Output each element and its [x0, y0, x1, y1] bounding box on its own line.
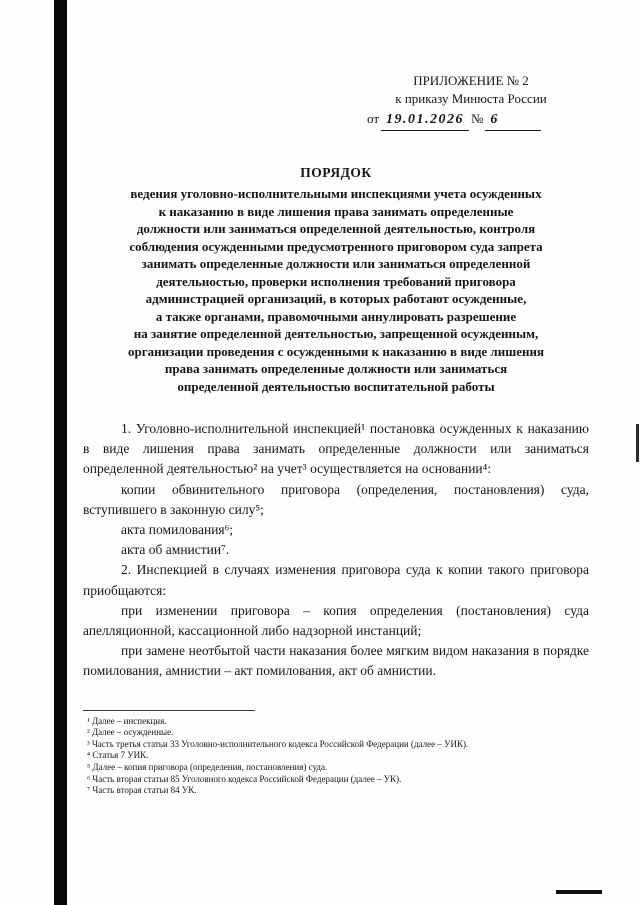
subtitle-line: администрацией организаций, в которых работают осужденные, — [145, 291, 527, 306]
scan-artifact-right-tick — [636, 424, 639, 462]
subtitle-line: занимать определенные должности или заниматься определенной — [141, 256, 531, 271]
subtitle-line: соблюдения осужденными предусмотренного приговором суда запрета — [129, 238, 543, 254]
body-paragraph: копии обвинительного приговора (определения, постановления) суда, вступившего в законную силу⁵; — [83, 481, 589, 517]
subtitle-line: права занимать определенные должности или заниматься — [164, 361, 508, 376]
number-label: № — [471, 111, 484, 126]
document-title: ПОРЯДОК — [300, 165, 372, 180]
footnote-line: ⁴ Статья 7 УИК. — [87, 750, 149, 761]
subtitle-line: ведения уголовно-исполнительными инспекциями учета осужденных — [130, 186, 542, 201]
subtitle-line: определенной деятельностью воспитательной работы — [177, 378, 495, 394]
footnote-separator — [83, 710, 255, 711]
subtitle-line: к наказанию в виде лишения права занимать определенные — [158, 203, 514, 219]
body-paragraph: 2. Инспекцией в случаях изменения приговора суда к копии такого приговора приобщаются: — [83, 562, 589, 598]
footnote-line: ⁶ Часть вторая статьи 85 Уголовного кодекса Российской Федерации (далее – УК). — [87, 773, 402, 784]
footnote-line: ⁵ Далее – копия приговора (определения, постановления) суда. — [87, 762, 328, 773]
body-paragraph: акта помилования⁶; — [121, 522, 234, 538]
handwritten-number: 6 — [485, 111, 541, 131]
appendix-header — [365, 72, 577, 131]
order-date-line — [365, 110, 577, 131]
footnote-line: ¹ Далее – инспекция. — [87, 715, 167, 726]
footnote-line: ⁷ Часть вторая статьи 84 УК. — [87, 785, 197, 796]
body-paragraph: при изменении приговора – копия определения (постановления) суда апелляционной, кассационной либо надзорной инстанций; — [83, 602, 589, 639]
order-reference: к приказу Минюста России — [395, 91, 547, 106]
document-body — [83, 419, 589, 682]
body-paragraph: при замене неотбытой части наказания более мягким видом наказания в порядке помилования, амнистии – акт помилования, акт об амнистии. — [83, 643, 589, 679]
handwritten-date: 19.01.2026 — [381, 111, 469, 131]
subtitle-line: деятельностью, проверки исполнения требований приговора — [156, 273, 516, 289]
from-label: от — [367, 111, 380, 126]
footnote-line: ² Далее – осужденные. — [87, 727, 174, 738]
document-content — [83, 72, 589, 797]
scan-artifact-bottom-tick — [556, 890, 602, 894]
document-subtitle — [83, 185, 589, 395]
body-paragraph: акта об амнистии⁷. — [121, 542, 230, 558]
body-paragraph: 1. Уголовно-исполнительной инспекцией¹ постановка осужденных к наказанию в виде лишения права занимать определенные должности или заниматься определенной деятельностью² на учет³ осуществляется на основании⁴: — [83, 421, 589, 477]
subtitle-line: на занятие определенной деятельностью, запрещенной осужденным, — [133, 326, 539, 341]
footnotes-block — [83, 716, 589, 797]
footnote-line: ³ Часть третья статьи 33 Уголовно-исполнительного кодекса Российской Федерации (далее – УИК). — [87, 738, 469, 749]
appendix-title: ПРИЛОЖЕНИЕ № 2 — [413, 73, 529, 88]
subtitle-line: должности или заниматься определенной деятельностью, контроля — [136, 221, 536, 236]
subtitle-line: а также органами, правомочными аннулировать разрешение — [155, 308, 517, 324]
scan-artifact-left-bar — [54, 0, 67, 905]
subtitle-line: организации проведения с осужденными к наказанию в виде лишения — [128, 343, 544, 359]
